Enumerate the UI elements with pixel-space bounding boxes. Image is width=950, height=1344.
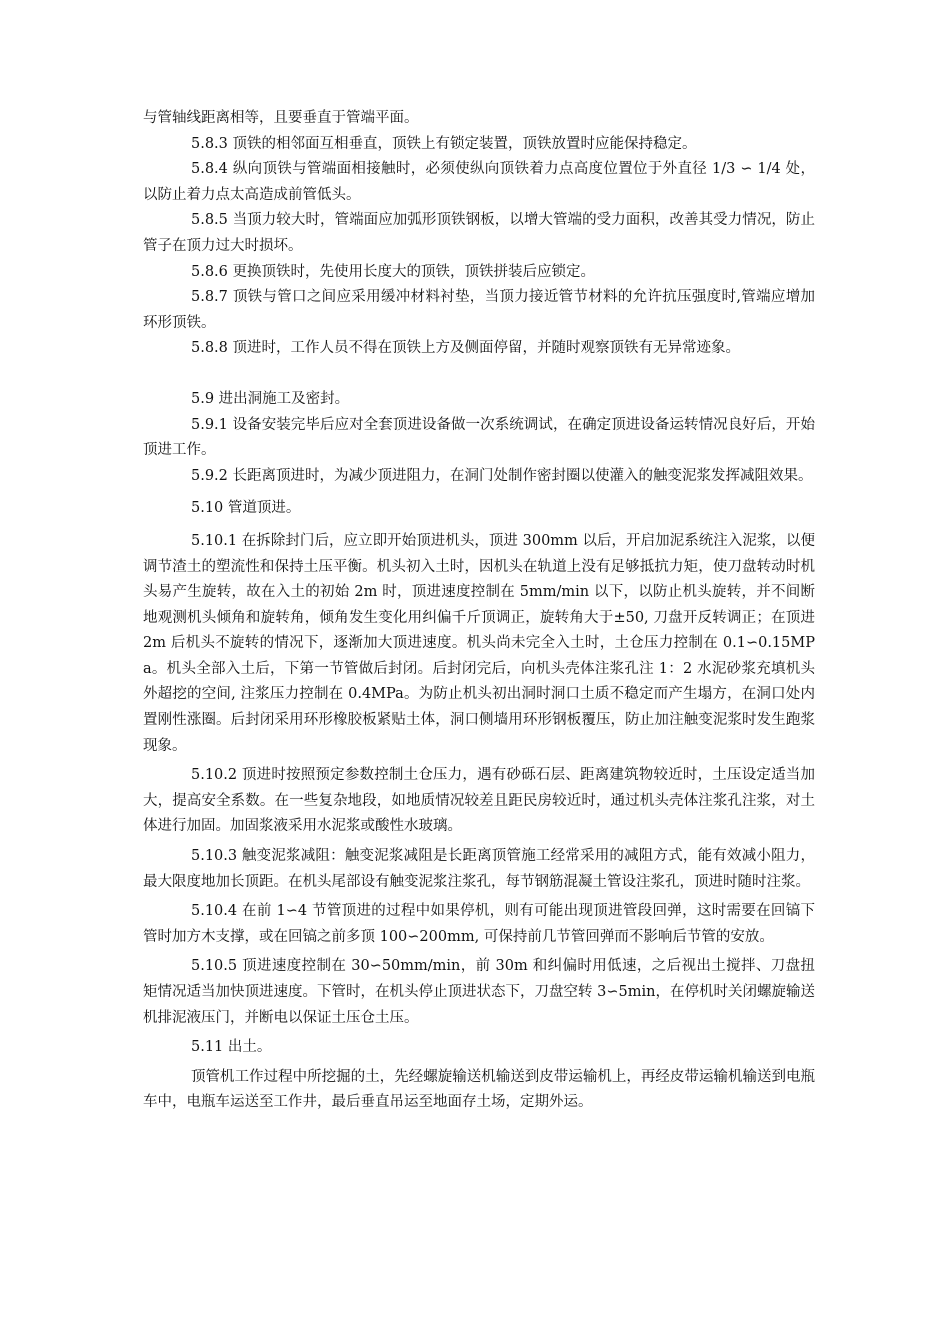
paragraph-5-9-1: 5.9.1 设备安装完毕后应对全套顶进设备做一次系统调试，在确定顶进设备运转情况良好后，开始顶进工作。 [143, 416, 815, 459]
document-page [143, 106, 815, 1116]
paragraph-5-10-1: 5.10.1 在拆除封门后，应立即开始顶进机头，顶进 300mm 以后，开启加泥系统注入泥浆，以便调节渣土的塑流性和保持土压平衡。机头初入土时，因机头在轨道上没有足够抵抗力矩，使刀盘转动时机头易产生旋转，故在入土的初始 2m 时，顶进速度控制在 5mm/min 以下，以防止机头旋转，并不间断地观测机头倾角和旋转角，倾角发生变化用纠偏千斤顶调正，旋转角大于±50, 刀盘开反转调正；在顶进 2m 后机头不旋转的情况下，逐渐加大顶进速度。机头尚未完全入土时，土仓压力控制在 0.1∽0.15MPa。机头全部入土后，下第一节管做后封闭。后封闭完后，向机头壳体注浆孔注 1：2 水泥砂浆充填机头外超挖的空间, 注浆压力控制在 0.4MPa。为防止机头初出洞时洞口土质不稳定而产生塌方，在洞口处内置刚性涨圈。后封闭采用环形橡胶板紧贴土体，洞口侧墙用环形钢板覆压，防止加注触变泥浆时发生跑浆现象。 [143, 532, 815, 754]
section-gap [143, 362, 815, 387]
paragraph-5-8-7: 5.8.7 顶铁与管口之间应采用缓冲材料衬垫，当顶力接近管节材料的允许抗压强度时,管端应增加环形顶铁。 [143, 289, 815, 331]
heading-5-9: 5.9 进出洞施工及密封。 [191, 390, 350, 407]
paragraph-5-8-6: 5.8.6 更换顶铁时，先使用长度大的顶铁，顶铁拼装后应锁定。 [191, 263, 596, 280]
paragraph-5-10-3: 5.10.3 触变泥浆减阻：触变泥浆减阻是长距离顶管施工经常采用的减阻方式，能有效减小阻力，最大限度地加长顶距。在机头尾部设有触变泥浆注浆孔，每节钢筋混凝土管设注浆孔，顶进时随时注浆。 [143, 848, 815, 890]
paragraph-5-10-4: 5.10.4 在前 1∽4 节管顶进的过程中如果停机，则有可能出现顶进管段回弹，这时需要在回镐下管时加方木支撑，或在回镐之前多顶 100∽200mm, 可保持前几节管回弹而不影响后节管的安放。 [143, 903, 815, 945]
paragraph-5-9-2: 5.9.2 长距离顶进时，为减少顶进阻力，在洞门处制作密封圈以使灌入的触变泥浆发挥减阻效果。 [191, 467, 813, 484]
paragraph-5-8-8: 5.8.8 顶进时，工作人员不得在顶铁上方及侧面停留，并随时观察顶铁有无异常迹象。 [191, 340, 741, 357]
paragraph-5-11-body: 顶管机工作过程中所挖掘的土，先经螺旋输送机输送到皮带运输机上，再经皮带运输机输送到电瓶车中，电瓶车运送至工作井，最后垂直吊运至地面存土场，定期外运。 [143, 1068, 815, 1111]
paragraph-5-8-5: 5.8.5 当顶力较大时，管端面应加弧形顶铁钢板，以增大管端的受力面积，改善其受力情况，防止管子在顶力过大时损坏。 [143, 212, 815, 254]
paragraph-5-8-3: 5.8.3 顶铁的相邻面互相垂直，顶铁上有锁定装置，顶铁放置时应能保持稳定。 [191, 135, 697, 152]
paragraph-5-10-2: 5.10.2 顶进时按照预定参数控制土仓压力，遇有砂砾石层、距离建筑物较近时，土压设定适当加大，提高安全系数。在一些复杂地段，如地质情况较差且距民房较近时，通过机头壳体注浆孔注浆，对土体进行加固。加固浆液采用水泥浆或酸性水玻璃。 [143, 767, 815, 835]
paragraph-5-10-5: 5.10.5 顶进速度控制在 30∽50mm/min，前 30m 和纠偏时用低速，之后视出土搅拌、刀盘扭矩情况适当加快顶进速度。下管时，在机头停止顶进状态下，刀盘空转 3∽5min，在停机时关闭螺旋输送机排泥液压门，并断电以保证土压仓土压。 [143, 958, 815, 1026]
heading-5-11: 5.11 出土。 [191, 1039, 272, 1056]
paragraph-continuation: 与管轴线距离相等，且要垂直于管端平面。 [143, 110, 419, 126]
paragraph-gap [143, 522, 815, 529]
paragraph-5-8-4: 5.8.4 纵向顶铁与管端面相接触时，必须使纵向顶铁着力点高度位置位于外直径 1/3 ∽ 1/4 处，以防止着力点太高造成前管低头。 [143, 161, 815, 203]
heading-5-10: 5.10 管道顶进。 [191, 500, 301, 517]
paragraph-gap [143, 489, 815, 496]
